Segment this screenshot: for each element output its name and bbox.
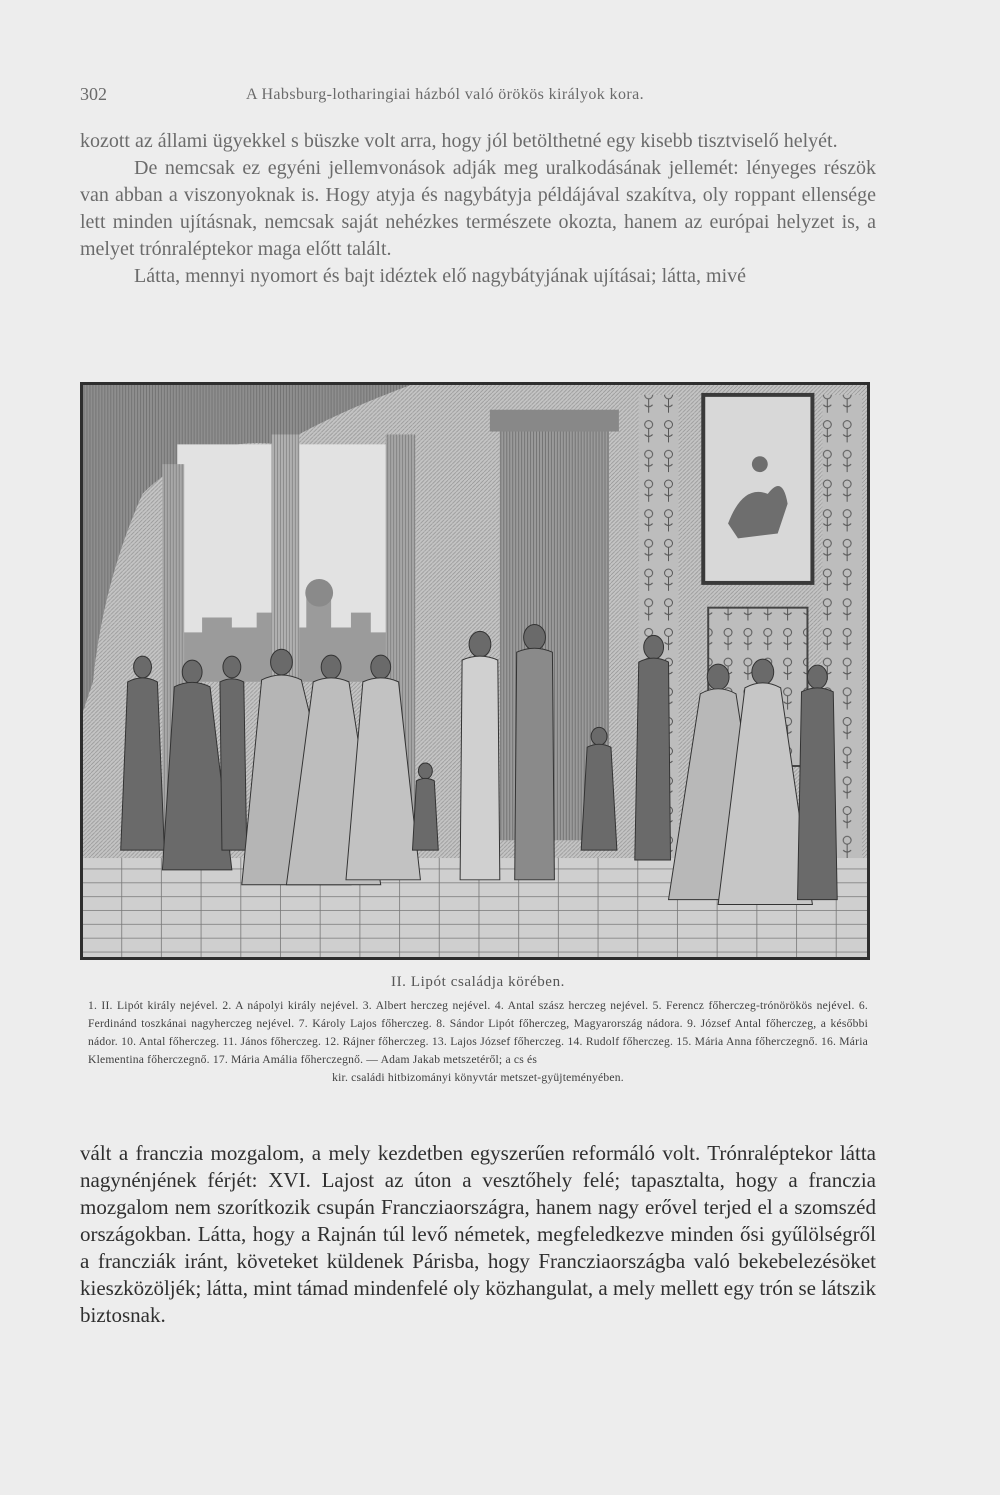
- page-number: 302: [80, 84, 107, 104]
- paragraph-2: [80, 155, 876, 263]
- page-header: [80, 84, 880, 112]
- figure-title: II. Lipót családja körében.: [390, 974, 566, 990]
- engraving-illustration: [80, 382, 870, 960]
- running-title: A Habsburg-lotharingiai házból való örökös királyok kora.: [246, 86, 644, 103]
- figure-legend-last-line: kir. családi hitbizományi könyvtár metszet-gyüjteményében.: [332, 1071, 624, 1084]
- engraving-drawing: [83, 385, 867, 957]
- paragraph-continuation: kozott az állami ügyekkel s büszke volt arra, hogy jól betölthetné egy kisebb tisztviselő helyét.: [80, 130, 838, 152]
- figure-legend-text: 1. II. Lipót király nejével. 2. A nápolyi király nejével. 3. Albert herczeg nejével. 4. Antal szász herczeg nejével. 5. Ferencz főherczeg-trónörökös nejével. 6. Ferdinánd toszkánai nagyherczeg nejével. 7. Károly Lajos főherczeg. 8. Sándor Lipót főherczeg, Magyarország nádora. 9. József Antal főherczeg, a későbbi nádor. 10. Antal főherczeg. 11. János főherczeg. 12. Rájner főherczeg. 13. Lajos József főherczeg. 14. Rudolf főherczeg. 15. Mária Anna főherczegnő. 16. Mária Klementina főherczegnő. 17. Mária Amália főherczegnő. — Adam Jakab metszetéről; a cs és: [88, 999, 868, 1066]
- paragraph-2-text: De nemcsak ez egyéni jellemvonások adják meg uralkodásának jellemét: lényeges részök van abban a viszonyoknak is. Hogy atyja és nagybátyja példájával szakítva, oly roppant ellensége lett minden ujításnak, nemcsak saját nehézkes természete okozta, hanem az európai helyzet is, a melyet trónraléptekor maga előtt talált.: [80, 157, 876, 260]
- bottom-text-block: [80, 1140, 876, 1329]
- paragraph-3-text: Látta, mennyi nyomort és bajt idéztek elő nagybátyjának ujításai; látta, mivé: [134, 265, 747, 287]
- paragraph-3: [80, 263, 876, 290]
- top-text-block: [80, 128, 876, 290]
- figure-legend: [88, 997, 868, 1087]
- paragraph-4: vált a franczia mozgalom, a mely kezdetben egyszerűen reformáló volt. Trónraléptekor látta nagynénjének férjét: XVI. Lajost az úton a vesztőhely felé; tapasztalta, hogy a franczia mozgalom nem szorítkozik csupán Francziaországra, hanem nagy erővel terjed el a szomszéd országokban. Látta, hogy a Rajnán túl levő németek, megfeledkezve minden ősi gyűlölségről a francziák iránt, követeket küldenek Párisba, hogy Francziaországba való bekebelezésöket kieszközöljék; látta, mint támad mindenfelé oly közhangulat, a mely mellett egy trón se látszik biztosnak.: [80, 1141, 877, 1327]
